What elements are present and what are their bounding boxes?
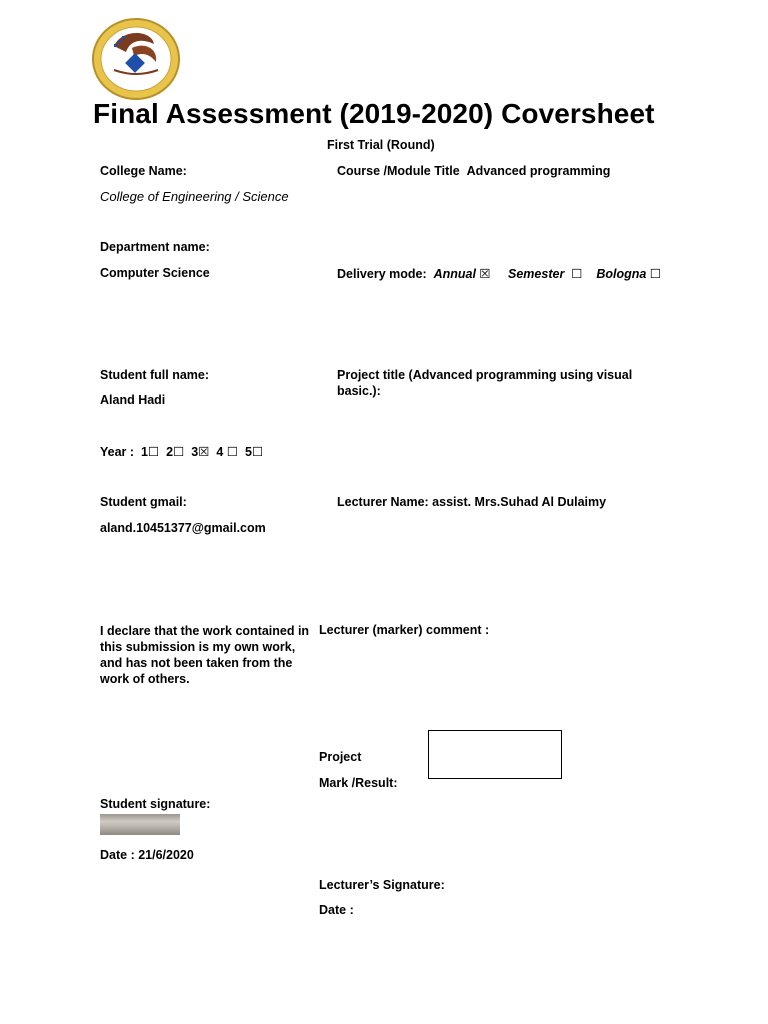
project-mark-line2: Mark /Result:: [319, 776, 398, 790]
delivery-option-bologna: Bologna: [596, 267, 647, 281]
year-label: Year :: [100, 445, 135, 459]
department-value: Computer Science: [100, 266, 210, 280]
year-5-label: 5: [245, 445, 252, 459]
delivery-mode-label: Delivery mode:: [337, 267, 427, 281]
student-date: Date : 21/6/2020: [100, 848, 194, 862]
year-2-label: 2: [166, 445, 174, 459]
university-logo: [92, 18, 180, 100]
department-label: Department name:: [100, 240, 210, 254]
course-title: [337, 164, 610, 178]
lecturer-comment-label: Lecturer (marker) comment :: [319, 623, 490, 637]
year-4-checkbox[interactable]: ☐: [226, 445, 239, 459]
course-title-value: Advanced programming: [466, 164, 611, 178]
student-name-label: Student full name:: [100, 368, 210, 382]
year-5-checkbox[interactable]: ☐: [251, 445, 264, 459]
delivery-option-annual: Annual: [433, 267, 476, 281]
project-title-line1: Project title (Advanced programming using visual: [337, 368, 633, 382]
course-title-label: Course /Module Title: [337, 164, 460, 178]
page-title: Final Assessment (2019-2020) Coversheet: [93, 98, 655, 129]
student-signature-label: Student signature:: [100, 797, 211, 811]
year-1-checkbox[interactable]: ☐: [147, 445, 160, 459]
year-selector: [100, 444, 263, 459]
year-1-label: 1: [141, 445, 148, 459]
student-signature-image: [100, 814, 180, 835]
year-4-label: 4: [216, 445, 224, 459]
student-gmail-value: aland.10451377@gmail.com: [100, 521, 266, 535]
declaration-text: I declare that the work contained in this submission is my own work, and has not been taken from the work of others.: [100, 624, 310, 686]
semester-checkbox[interactable]: ☐: [571, 267, 583, 281]
student-gmail-label: Student gmail:: [100, 495, 187, 509]
lecturer-name: Lecturer Name: assist. Mrs.Suhad Al Dulaimy: [337, 495, 607, 509]
year-2-checkbox[interactable]: ☐: [173, 445, 185, 459]
project-title-line2: basic.):: [337, 384, 381, 398]
delivery-mode: [337, 266, 661, 281]
lecturer-date-label: Date :: [319, 903, 354, 917]
bologna-checkbox[interactable]: ☐: [649, 267, 662, 281]
year-3-label: 3: [191, 445, 199, 459]
mark-result-box[interactable]: [428, 730, 562, 779]
delivery-option-semester: Semester: [508, 267, 565, 281]
annual-checkbox[interactable]: ☒: [479, 267, 491, 281]
year-3-checkbox[interactable]: ☒: [198, 445, 210, 459]
college-name-value: College of Engineering / Science: [100, 189, 289, 204]
project-mark-line1: Project: [319, 750, 362, 764]
page-subtitle: First Trial (Round): [327, 138, 435, 152]
student-name-value: Aland Hadi: [100, 393, 166, 407]
college-name-label: College Name:: [100, 164, 187, 178]
lecturer-signature-label: Lecturer’s Signature:: [319, 878, 445, 892]
